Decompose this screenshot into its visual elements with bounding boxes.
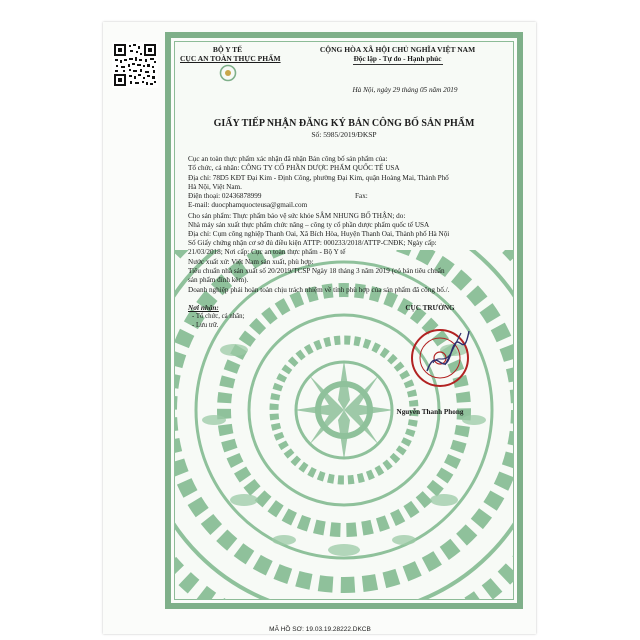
agency-emblem bbox=[217, 64, 239, 82]
phone-line: Điện thoại: 02436878999 bbox=[188, 192, 262, 200]
issue-date: Hà Nội, ngày 29 tháng 05 năm 2019 bbox=[352, 86, 458, 94]
signer-title: CỤC TRƯỞNG bbox=[405, 304, 455, 312]
dossier-code: MÃ HỒ SƠ: 19.03.19.28222.DKCB bbox=[269, 626, 371, 633]
motto-underline bbox=[353, 64, 443, 65]
responsibility-line: Doanh nghiệp phải hoàn toàn chịu trách nhiệm về tính phù hợp của sản phẩm đã công bố./. bbox=[188, 286, 450, 294]
country-name: CỘNG HÒA XÃ HỘI CHỦ NGHĨA VIỆT NAM bbox=[319, 45, 476, 54]
intro-text: Cục an toàn thực phẩm xác nhận đã nhận Bản công bố sản phẩm của: bbox=[188, 155, 388, 163]
certificate-title: GIẤY TIẾP NHẬN ĐĂNG KÝ BẢN CÔNG BỐ SẢN PHẨM bbox=[213, 118, 475, 129]
issue-place-line: 21/03/2018; Nơi cấp: Cục an toàn thực phẩm - Bộ Y tế bbox=[188, 248, 346, 256]
email-line: E-mail: duocphamquocteusa@gmail.com bbox=[188, 201, 308, 209]
factory-address-line: Địa chỉ: Cụm công nghiệp Thanh Oai, Xã Bích Hòa, Huyện Thanh Oai, Thành phố Hà Nội bbox=[188, 230, 450, 238]
recipient-item: - Tổ chức, cá nhân; bbox=[192, 313, 245, 320]
agency-name: CỤC AN TOÀN THỰC PHẨM bbox=[180, 54, 281, 63]
certificate-number: Số: 5985/2019/ĐKSP bbox=[311, 130, 377, 139]
origin-line: Nước xuất xứ: Việt Nam sản xuất, phù hợp: bbox=[188, 258, 314, 266]
product-line: Cho sản phẩm: Thực phẩm bảo vệ sức khỏe SÂM NHUNG BỔ THẬN; do: bbox=[188, 212, 406, 220]
address-line-1: Địa chỉ: 78D5 KĐT Đại Kim - Định Công, phường Đại Kim, quận Hoàng Mai, Thành Phố bbox=[188, 174, 449, 182]
signer-name: Nguyễn Thanh Phong bbox=[396, 408, 464, 416]
recipient-item: - Lưu trữ. bbox=[192, 322, 219, 329]
fax-line: Fax: bbox=[355, 192, 368, 200]
standard-line-1: Tiêu chuẩn nhà sản xuất số 20/2019/TCSP Ngày 18 tháng 3 năm 2019 (có bản tiêu chuẩn bbox=[188, 267, 445, 275]
ministry-name: BỘ Y TẾ bbox=[212, 45, 243, 54]
national-motto: Độc lập - Tự do - Hạnh phúc bbox=[353, 55, 442, 63]
certificate-line: Số Giấy chứng nhận cơ sở đủ điều kiện ATTP: 000233/2018/ATTP-CNĐK; Ngày cấp: bbox=[188, 239, 437, 247]
organization-line: Tổ chức, cá nhân: CÔNG TY CỔ PHẦN DƯỢC PHẨM QUỐC TẾ USA bbox=[188, 164, 400, 172]
recipients-heading: Nơi nhận: bbox=[188, 304, 219, 312]
bronze-drum-watermark bbox=[174, 250, 514, 600]
manufacturer-line: Nhà máy sản xuất thực phẩm chức năng – công ty cổ phần dược phẩm quốc tế USA bbox=[188, 221, 430, 229]
red-seal-stamp bbox=[405, 323, 475, 393]
qr-code bbox=[112, 42, 158, 88]
address-line-2: Hà Nội, Việt Nam. bbox=[188, 183, 242, 191]
standard-line-2: sản phẩm đính kèm). bbox=[188, 276, 249, 284]
